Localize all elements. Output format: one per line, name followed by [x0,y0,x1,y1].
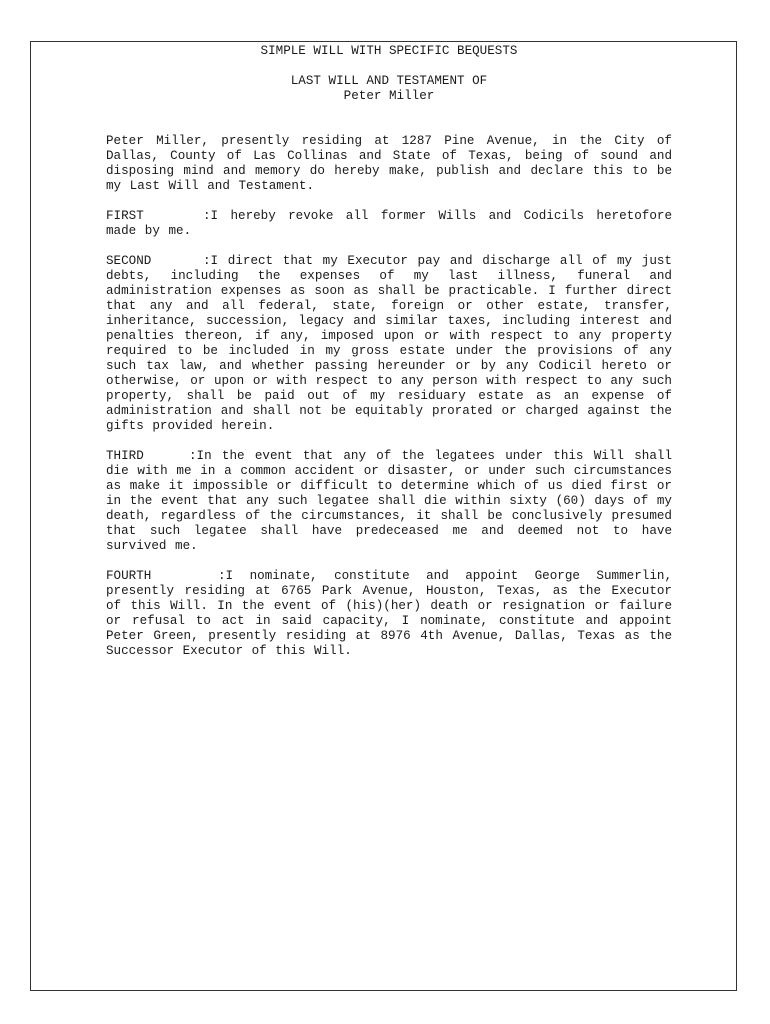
clause-text: :I nominate, constitute and appoint George Summerlin, presently residing at 6765 Park Avenue, Houston, Texas, as the Executor of this Will. In the event of (his)(her) death or resignation or failure or refusal to act in said capacity, I nominate, constitute and appoint Peter Green, presently residing at 8976 4th Avenue, Dallas, Texas as the Successor Executor of this Will. [106,569,672,658]
clause-label: FOURTH [106,569,152,583]
clause-second [106,254,672,434]
will-document [106,44,672,659]
document-heading: SIMPLE WILL WITH SPECIFIC BEQUESTS [260,44,518,58]
clause-text: :I direct that my Executor pay and discharge all of my just debts, including the expenses of my last illness, funeral and administration expenses as soon as shall be practicable. I further direct that any and all federal, state, foreign or other estate, transfer, inheritance, succession, legacy and similar taxes, including interest and penalties thereon, if any, imposed upon or with respect to any property required to be included in my gross estate under the provisions of any such tax law, and whether passing hereunder or by any Codicil hereto or otherwise, or upon or with respect to any person with respect to any such property, shall be paid out of my residuary estate as an expense of administration and shall not be equitably prorated or charged against the gifts provided herein. [106,254,672,433]
clause-label: THIRD [106,449,144,463]
clause-label: SECOND [106,254,152,268]
testator-name: Peter Miller [343,89,435,103]
title-block [106,74,672,104]
clause-text: :In the event that any of the legatees under this Will shall die with me in a common accident or disaster, or under such circumstances as make it impossible or difficult to determine which of us died first or in the event that any such legatee shall die within sixty (60) days of my death, regardless of the circumstances, it shall be conclusively presumed that such legatee shall have predeceased me and deemed not to have survived me. [106,449,672,553]
clause-third [106,449,672,554]
clause-text: :I hereby revoke all former Wills and Codicils heretofore made by me. [106,209,672,238]
title-line-1: LAST WILL AND TESTAMENT OF [290,74,488,88]
clause-label: FIRST [106,209,144,223]
intro-paragraph: Peter Miller, presently residing at 1287 Pine Avenue, in the City of Dallas, County of Las Collinas and State of Texas, being of sound and disposing mind and memory do hereby make, publish and declare this to be my Last Will and Testament. [106,134,672,193]
clause-first [106,209,672,239]
clause-fourth [106,569,672,659]
